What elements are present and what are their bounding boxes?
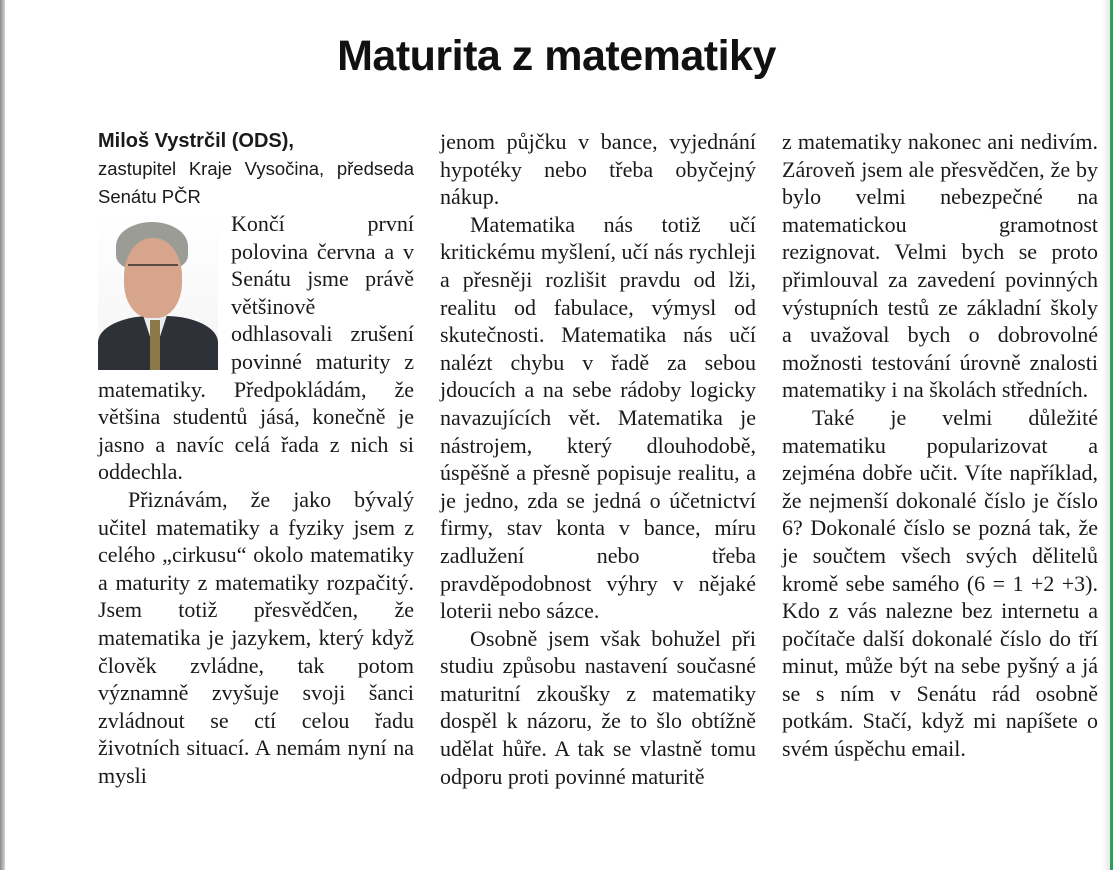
article-paragraph: Také je velmi důležité matematiku popularizovat a zejména dobře učit. Víte například, že nejmenší dokonalé číslo je číslo 6? Dokonalé číslo se pozná tak, že je součtem všech svých dělitelů kromě sebe samého (6 = 1 +2 +3). Kdo z vás nalezne bez internetu a počítače další dokonalé číslo do tří minut, může být na sebe pyšný a já se s ním v Senátu rád osobně potkám. Stačí, když mi napíšete o svém úspěchu email. — [782, 404, 1098, 762]
article-paragraph: Osobně jsem však bohužel při studiu způsobu nastavení současné maturitní zkoušky z matematiky dospěl k názoru, že to šlo obtížně udělat hůře. A tak se vlastně tomu odporu proti povinné maturitě — [440, 625, 756, 789]
page-left-edge — [0, 0, 5, 870]
article-column-2 — [440, 128, 756, 790]
article-paragraph: Matematika nás totiž učí kritickému myšlení, učí nás rychleji a přesněji rozlišit pravdu od lži, realitu od fabulace, výmysl od skutečnosti. Matematika nás učí nalézt chybu v řadě za sebou jdoucích a na sebe rádoby logicky navazujících vět. Matematika je nástrojem, který dlouhodobě, úspěšně a přesně popisuje realitu, a je jedno, zda se jedná o účetnictví firmy, stav konta v bance, míru zadlužení nebo třeba pravděpodobnost výhry v nějaké loterii nebo sázce. — [440, 211, 756, 624]
article-column-1 — [98, 128, 414, 789]
article-headline: Maturita z matematiky — [337, 32, 776, 80]
author-name: Miloš Vystrčil (ODS), — [98, 130, 294, 152]
page-right-shadow — [1102, 0, 1110, 870]
article-paragraph-continued: jenom půjčku v bance, vyjednání hypotéky nebo třeba obyčejný nákup. — [440, 129, 756, 210]
article-paragraph-continued: z matematiky nakonec ani nedivím. Zároveň jsem ale přesvědčen, že by bylo velmi nebezpečné na matematickou gramotnost rezignovat. Velmi bych se proto přimlouval za zavedení povinných výstupních testů ze základní školy a uvažoval bych o dobrovolné možnosti testování úrovně znalosti matematiky i na školách středních. — [782, 129, 1098, 403]
article-paragraph: Končí první polovina června a v Senátu jsme právě většinově odhlasovali zrušení povinné maturity z matematiky. Předpokládám, že většina studentů jásá, konečně je jasno a navíc celá řada z nich si oddechla. — [98, 211, 414, 485]
author-role: zastupitel Kraje Vysočina, předseda Senátu PČR — [98, 158, 414, 207]
article-column-3 — [782, 128, 1098, 763]
author-photo — [98, 212, 218, 370]
article-paragraph: Přiznávám, že jako bývalý učitel matematiky a fyziky jsem z celého „cirkusu“ okolo matematiky a maturity z matematiky rozpačitý. Jsem totiž přesvědčen, že matematika je jazykem, který když člověk zvládne, tak potom významně zvyšuje svoji šanci zvládnout se ctí celou řadu životních situací. A nemám nyní na mysli — [98, 486, 414, 788]
